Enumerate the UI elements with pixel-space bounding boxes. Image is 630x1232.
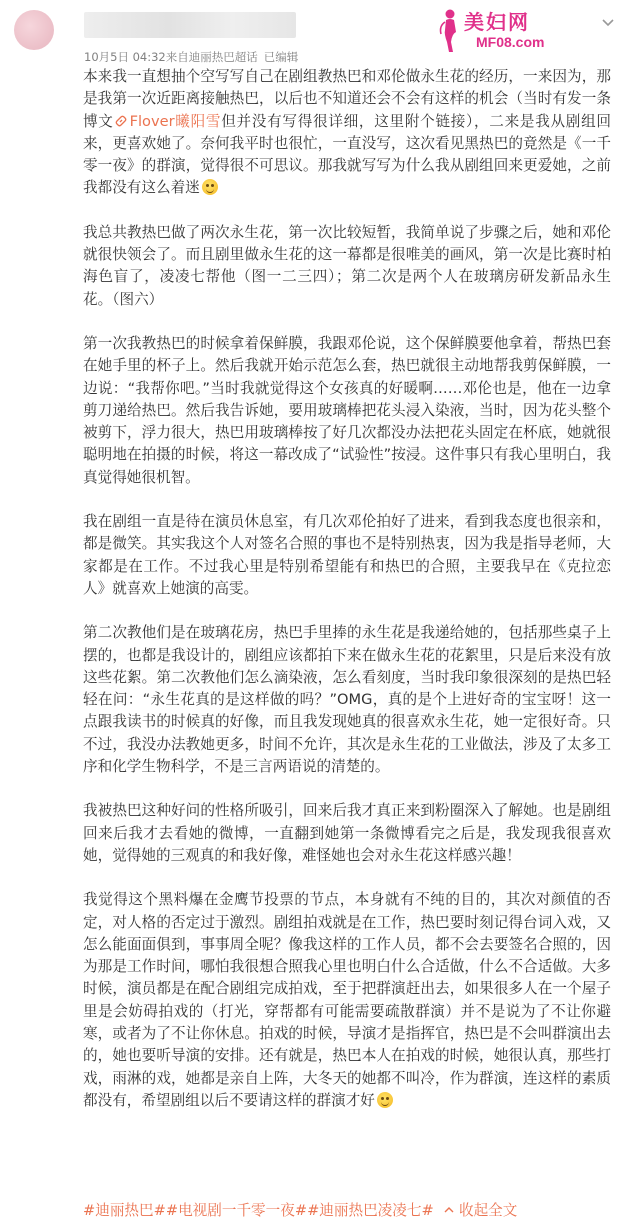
collapse-label[interactable]: 收起全文 [458,1202,518,1219]
paragraph-7 [83,889,611,1112]
woman-figure-icon [436,8,462,54]
paragraph-4: 我在剧组一直是待在演员休息室，有几次邓伦拍好了进来，看到我态度也很亲和，都是微笑。其实我这个人对签名合照的事也不是特别热衷，因为我是指导老师，大家都是在工作。不过我心里是特别希望能有和热巴的合照，主要我早在《克拉恋人》就喜欢上她演的高雯。 [83,513,611,597]
arrow-up-icon [444,1205,454,1215]
post-meta [84,49,298,65]
paragraph-3: 第一次我教热巴的时候拿着保鲜膜，我跟邓伦说，这个保鲜膜要他拿着，帮热巴套在她手里的杯子上。然后我就开始示范怎么套，热巴就很主动地帮我剪保鲜膜，一边说：“我帮你吧。”当时我就觉得这个女孩真的好暖啊……邓伦也是，他在一边拿剪刀递给热巴。然后我告诉她，要用玻璃棒把花头浸入染液，当时，因为花头整个被剪下，浮力很大，热巴用玻璃棒按了好几次都没办法把花头固定在杯底，她就很聪明地在拍摄的时候，将这一幕改成了“试验性”按浸。这件事只有我心里明白，我真觉得她很机智。 [83,334,611,486]
paragraph-1 [83,66,611,200]
chevron-down-icon[interactable] [600,14,616,30]
paragraph-7-text: 我觉得这个黑料爆在金鹰节投票的节点，本身就有不纯的目的，其次对颜值的否定，对人格的否定过于激烈。剧组拍戏就是在工作，热巴要时刻记得台词入戏，又怎么能面面俱到，事事周全呢？像我这样的工作人员，都不会去要签名合照的，因为那是工作时间，哪怕我很想合照我心里也明白什么合适做，什么不合适做。大多时候，演员都是在配合剧组完成拍戏，至于把群演赶出去，如果很多人在一个屋子里是会妨碍拍戏的（打光，穿帮都有可能需要疏散群演）并不是说为了不让你避寒，或者为了不让你休息。拍戏的时候，导演才是指挥官，热巴是不会叫群演出去的，她也要听导演的安排。还有就是，热巴本人在拍戏的时候，她很认真，那些打戏，雨淋的戏，她都是亲自上阵，大冬天的她都不叫冷，作为群演，连这样的素质都没有，希望剧组以后不要请这样的群演才好 [83,891,611,1109]
post-header [0,0,630,66]
site-watermark [436,6,586,58]
watermark-domain: MF08.com [476,34,545,50]
tag-dilireba[interactable]: #迪丽热巴# [83,1202,166,1219]
user-link[interactable] [114,113,222,130]
link-icon [114,114,128,128]
post-body [83,66,611,1112]
smile-emoji-icon [377,1092,393,1108]
post-time[interactable]: 10月5日 04:32 [84,50,166,64]
paragraph-5: 第二次教他们是在玻璃花房，热巴手里捧的永生花是我递给她的，包括那些桌子上摆的，也都是我设计的，剧组应该都拍下来在做永生花的花絮里，只是后来没有放这些花絮。第二次教他们怎么滴染液，怎么看刻度，当时我印象很深刻的是热巴轻轻在问：“永生花真的是这样做的吗？”OMG，真的是个上进好奇的宝宝呀！这一点跟我读书的时候真的好像，而且我发现她真的很喜欢永生花，她一定很好奇。只不过，我没办法教她更多，时间不允许，其次是永生花的工业做法，涉及了太多工序和化学生物科学，不是三言两语说的清楚的。 [83,624,611,776]
post-source[interactable]: 来自迪丽热巴超话 [165,50,258,64]
avatar[interactable] [14,10,54,50]
user-link-label[interactable]: Flover曦阳雪 [129,112,222,130]
laughing-emoji-icon [202,179,218,195]
watermark-title: 美妇网 [464,10,530,34]
tag-dilireba-character[interactable]: #迪丽热巴凌凌七# [307,1202,434,1219]
username-redacted[interactable] [84,12,296,38]
collapse-button[interactable] [442,1202,517,1219]
tag-bar [83,1200,611,1222]
paragraph-6: 我被热巴这种好问的性格所吸引，回来后我才真正来到粉圈深入了解她。也是剧组回来后我才去看她的微博，一直翻到她第一条微博看完之后是，我发现我很喜欢她，觉得她的三观真的和我好像，难怪她也会对永生花这样感兴趣！ [83,802,611,864]
tag-tv-series[interactable]: #电视剧一千零一夜# [165,1202,308,1219]
paragraph-1-text-b: 但并没有写得很详细，这里附个链接），二来是我从剧组回来，更喜欢她了。奈何我平时也很忙，一直没写，这次看见黑热巴的竟然是《一千零一夜》的群演，觉得很不可思议。那我就写写为什么我从剧组回来更爱她，之前我都没有这么着迷 [83,112,611,197]
edited-label: 已编辑 [263,50,299,64]
paragraph-1-text-a: 本来我一直想抽个空写写自己在剧组教热巴和邓伦做永生花的经历，一来因为，那是我第一次近距离接触热巴，以后也不知道还会不会有这样的机会（当时有发一条博文 [83,68,611,130]
paragraph-2: 我总共教热巴做了两次永生花，第一次比较短暂，我简单说了步骤之后，她和邓伦就很快领会了。而且剧里做永生花的这一幕都是很唯美的画风，第一次是比赛时柏海色盲了，凌凌七帮他（图一二三四）；第二次是两个人在玻璃房研发新品永生花。（图六） [83,223,611,308]
